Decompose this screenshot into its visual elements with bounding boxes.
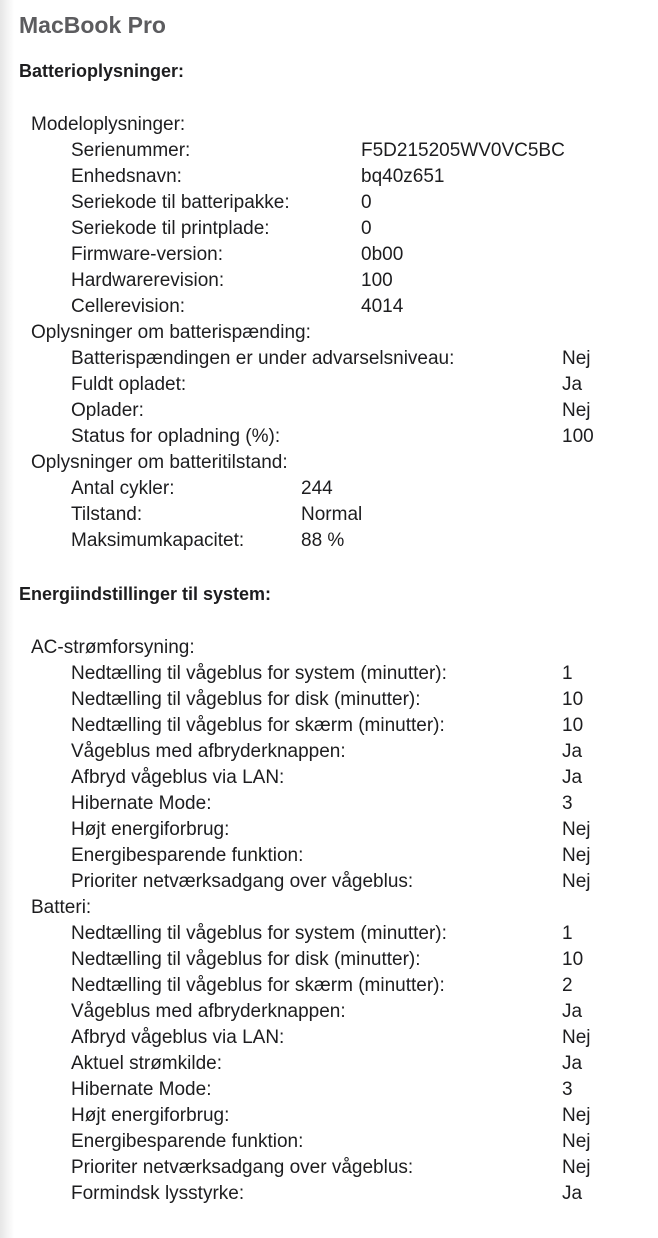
info-key: Formindsk lysstyrke: <box>71 1183 245 1204</box>
info-row <box>71 765 658 791</box>
info-key: Tilstand: <box>71 504 143 525</box>
info-value: Ja <box>562 1001 583 1022</box>
info-row <box>71 1155 658 1181</box>
info-value: 3 <box>562 793 573 814</box>
info-value: 2 <box>562 975 573 996</box>
info-row <box>71 947 658 973</box>
info-row <box>71 1129 658 1155</box>
info-value: Ja <box>562 767 583 788</box>
info-key: Hibernate Mode: <box>71 793 212 814</box>
info-value: 0b00 <box>361 244 404 265</box>
info-value: 100 <box>562 426 594 447</box>
info-value: Ja <box>562 1053 583 1074</box>
info-row <box>71 164 658 190</box>
info-key: Nedtælling til vågeblus for disk (minutter): <box>71 949 421 970</box>
info-row <box>71 242 658 268</box>
group-label-health-info: Oplysninger om batteritilstand: <box>31 452 288 473</box>
info-key: Højt energiforbrug: <box>71 819 230 840</box>
info-value: Nej <box>562 1105 591 1126</box>
info-value: 88 % <box>301 530 345 551</box>
info-key: Nedtælling til vågeblus for system (minutter): <box>71 923 447 944</box>
info-row <box>71 687 658 713</box>
info-key: Antal cykler: <box>71 478 175 499</box>
info-value: 10 <box>562 689 584 710</box>
info-row <box>71 1051 658 1077</box>
page-title: MacBook Pro <box>19 12 166 38</box>
info-row <box>71 138 658 164</box>
window-edge-shadow <box>0 0 14 1238</box>
info-row <box>71 739 658 765</box>
info-row <box>71 190 658 216</box>
info-value: Nej <box>562 1157 591 1178</box>
info-value: 1 <box>562 923 573 944</box>
group-label-ac-power: AC-strømforsyning: <box>31 637 195 658</box>
info-key: Seriekode til printplade: <box>71 218 270 239</box>
info-value: 10 <box>562 949 584 970</box>
group-label-battery-power: Batteri: <box>31 897 92 918</box>
info-value: 4014 <box>361 296 404 317</box>
info-key: Energibesparende funktion: <box>71 845 304 866</box>
info-value: Nej <box>562 819 591 840</box>
info-row <box>71 268 658 294</box>
info-key: Enhedsnavn: <box>71 166 182 187</box>
info-row <box>71 921 658 947</box>
info-row <box>71 817 658 843</box>
info-value: Ja <box>562 1183 583 1204</box>
info-key: Oplader: <box>71 400 144 421</box>
info-value: bq40z651 <box>361 166 445 187</box>
info-value: 10 <box>562 715 584 736</box>
info-value: 244 <box>301 478 333 499</box>
info-key: Nedtælling til vågeblus for system (minutter): <box>71 663 447 684</box>
info-row <box>71 869 658 895</box>
info-key: Hardwarerevision: <box>71 270 225 291</box>
info-key: Status for opladning (%): <box>71 426 281 447</box>
group-label-charge-info: Oplysninger om batterispænding: <box>31 322 311 343</box>
info-row <box>71 1181 658 1207</box>
info-key: Afbryd vågeblus via LAN: <box>71 1027 285 1048</box>
info-value: Nej <box>562 845 591 866</box>
info-key: Seriekode til batteripakke: <box>71 192 290 213</box>
info-key: Nedtælling til vågeblus for skærm (minutter): <box>71 715 445 736</box>
info-key: Cellerevision: <box>71 296 186 317</box>
info-row <box>71 502 658 528</box>
info-value: Nej <box>562 1027 591 1048</box>
info-row <box>71 973 658 999</box>
info-value: Nej <box>562 400 591 421</box>
info-key: Serienummer: <box>71 140 191 161</box>
info-key: Afbryd vågeblus via LAN: <box>71 767 285 788</box>
info-row <box>71 424 658 450</box>
info-value: Nej <box>562 1131 591 1152</box>
group-label-model-info: Modeloplysninger: <box>31 114 186 135</box>
info-key: Vågeblus med afbryderknappen: <box>71 741 346 762</box>
info-row <box>71 843 658 869</box>
info-key: Nedtælling til vågeblus for disk (minutter): <box>71 689 421 710</box>
info-row <box>71 528 658 554</box>
info-key: Fuldt opladet: <box>71 374 187 395</box>
info-key: Batterispændingen er under advarselsniveau: <box>71 348 455 369</box>
info-value: 0 <box>361 192 372 213</box>
info-key: Hibernate Mode: <box>71 1079 212 1100</box>
info-row <box>71 791 658 817</box>
info-key: Aktuel strømkilde: <box>71 1053 222 1074</box>
info-value: Nej <box>562 871 591 892</box>
info-row <box>71 398 658 424</box>
section-title-battery: Batterioplysninger: <box>19 61 185 81</box>
info-key: Firmware-version: <box>71 244 224 265</box>
info-row <box>71 1103 658 1129</box>
info-value: 0 <box>361 218 372 239</box>
info-value: 3 <box>562 1079 573 1100</box>
info-value: 100 <box>361 270 393 291</box>
info-key: Vågeblus med afbryderknappen: <box>71 1001 346 1022</box>
info-value: Ja <box>562 374 583 395</box>
info-key: Højt energiforbrug: <box>71 1105 230 1126</box>
info-value: Normal <box>301 504 363 525</box>
section-title-energy: Energiindstillinger til system: <box>19 584 272 604</box>
info-value: 1 <box>562 663 573 684</box>
info-row <box>71 372 658 398</box>
info-value: Nej <box>562 348 591 369</box>
info-row <box>71 713 658 739</box>
info-row <box>71 661 658 687</box>
info-key: Nedtælling til vågeblus for skærm (minutter): <box>71 975 445 996</box>
info-row <box>71 216 658 242</box>
info-row <box>71 999 658 1025</box>
info-key: Energibesparende funktion: <box>71 1131 304 1152</box>
info-value: Ja <box>562 741 583 762</box>
info-row <box>71 476 658 502</box>
info-row <box>71 1025 658 1051</box>
info-row <box>71 346 658 372</box>
info-key: Prioriter netværksadgang over vågeblus: <box>71 871 414 892</box>
info-row <box>71 1077 658 1103</box>
info-key: Prioriter netværksadgang over vågeblus: <box>71 1157 414 1178</box>
info-row <box>71 294 658 320</box>
info-key: Maksimumkapacitet: <box>71 530 245 551</box>
info-value: F5D215205WV0VC5BC <box>361 140 565 161</box>
